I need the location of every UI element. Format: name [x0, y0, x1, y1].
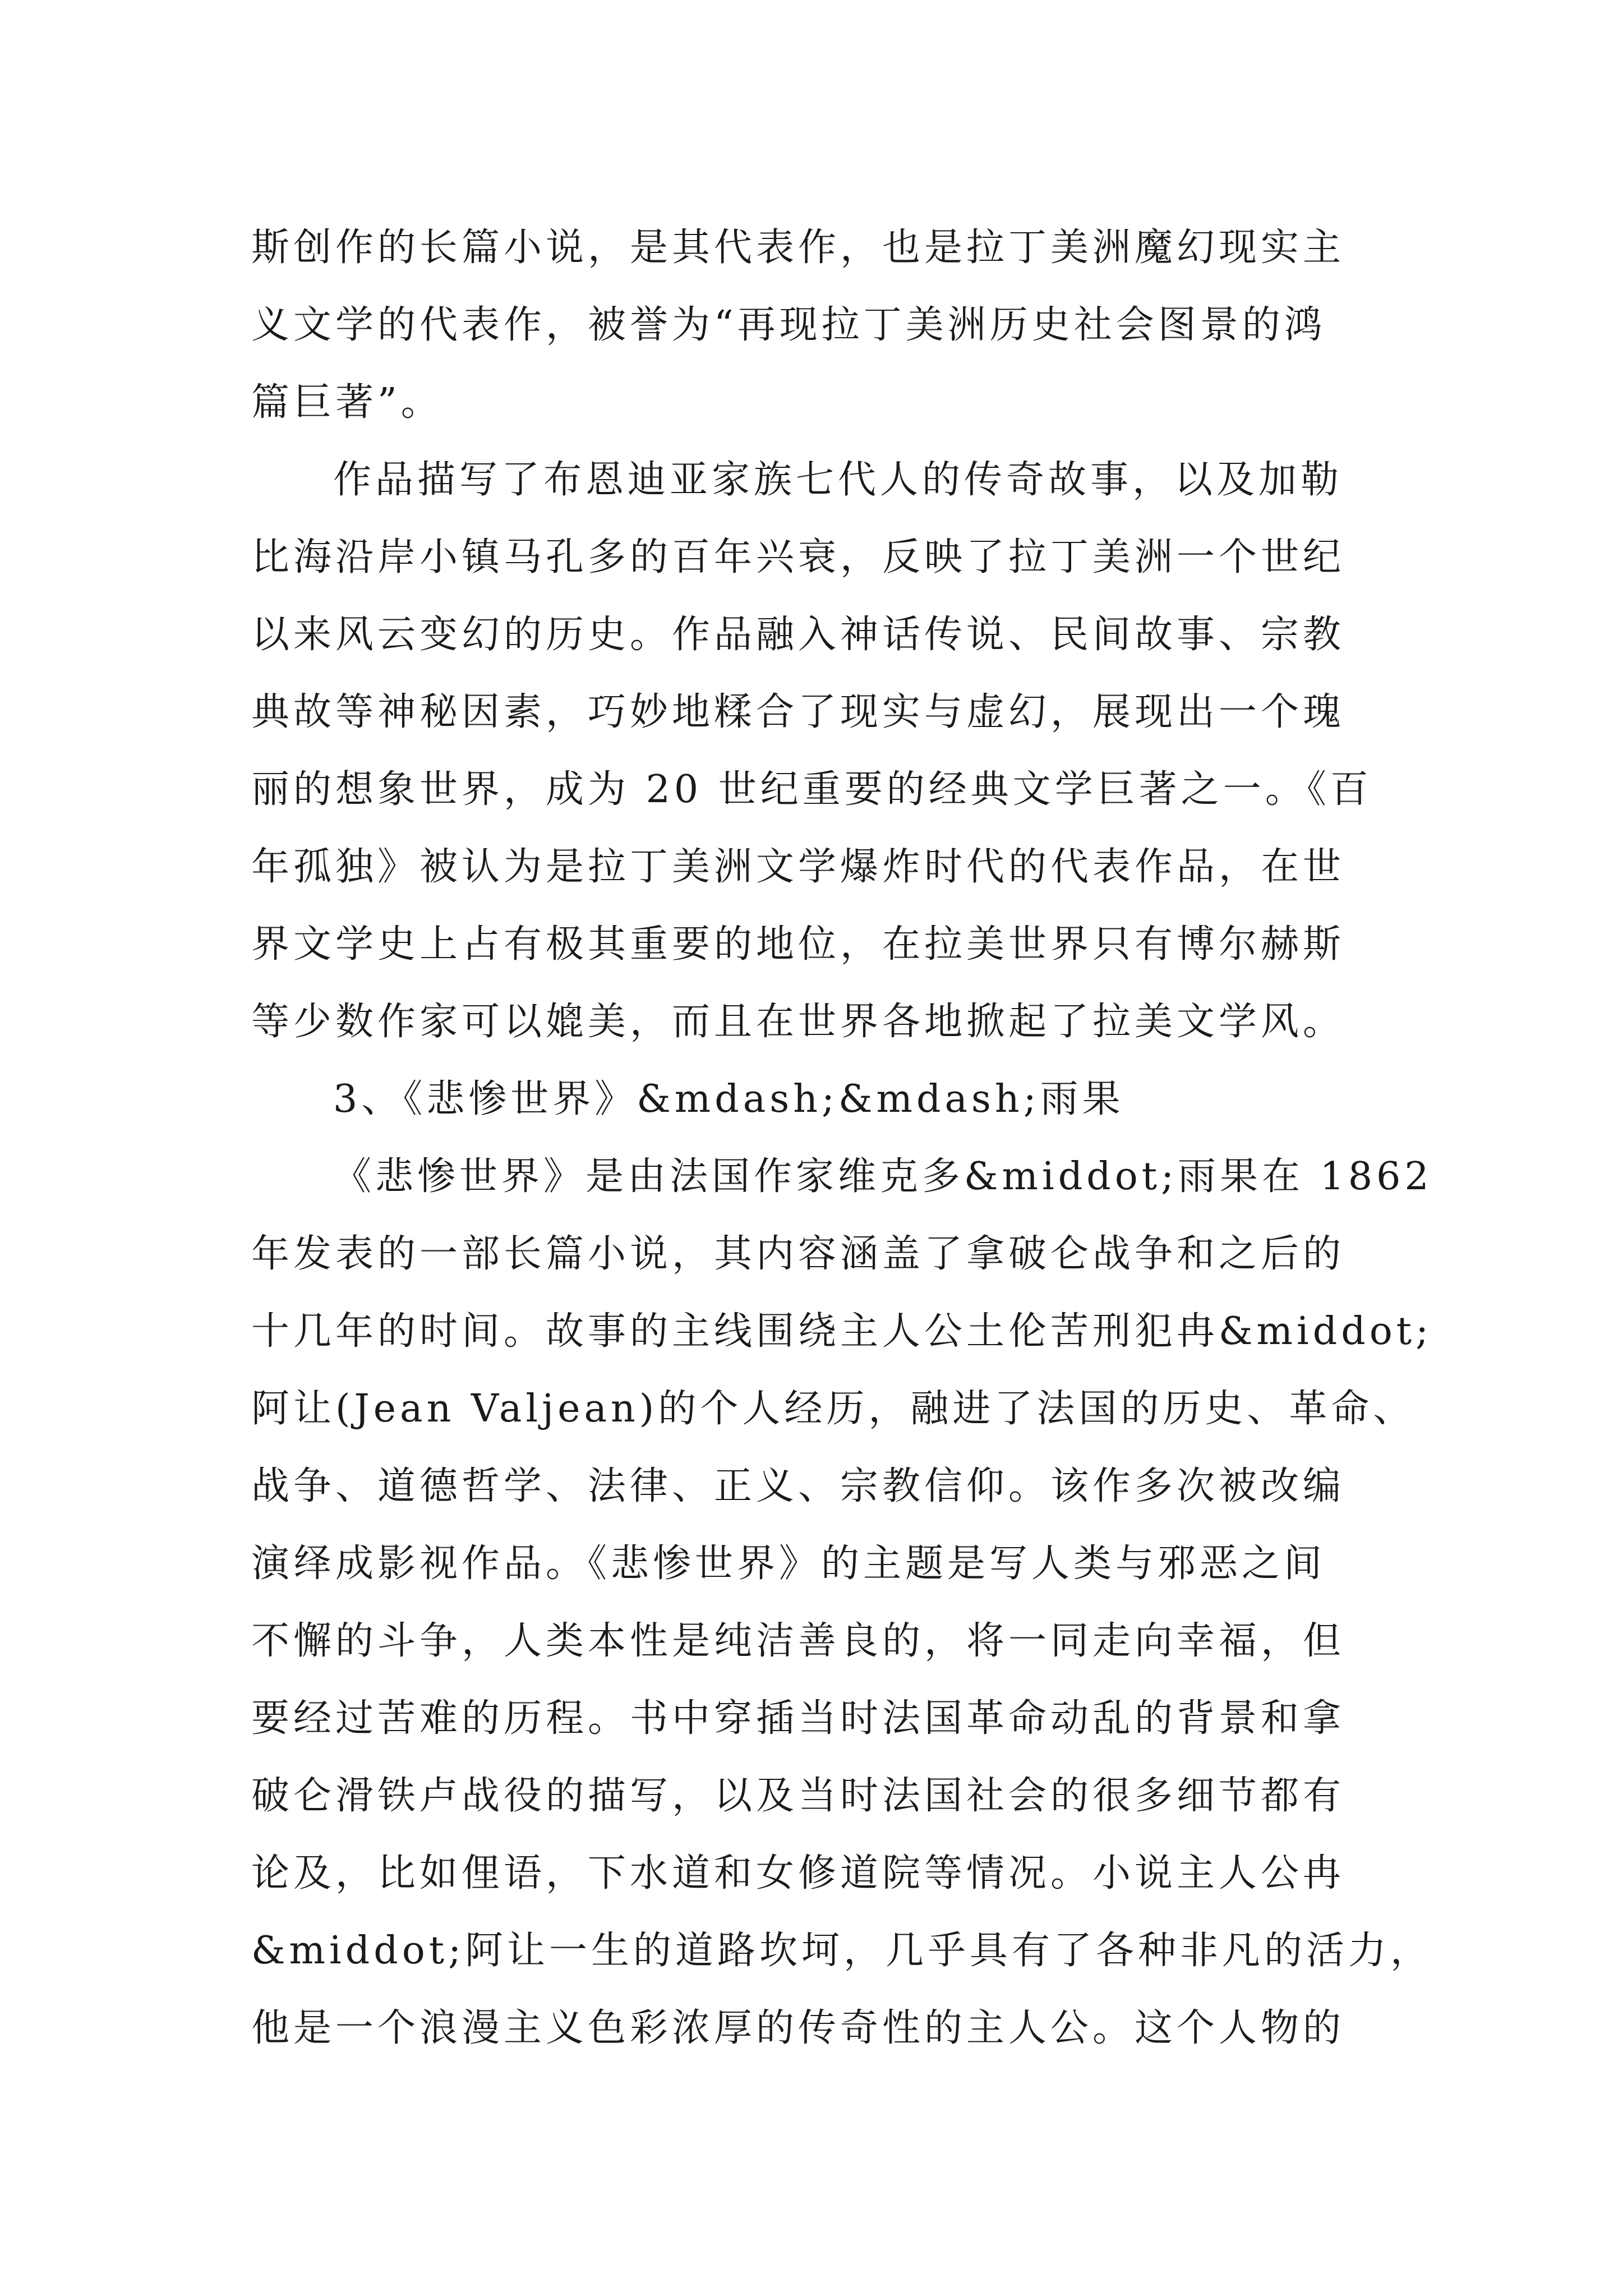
paragraph-3-line-7: 不懈的斗争，人类本性是纯洁善良的，将一同走向幸福，但 — [251, 1619, 1345, 1663]
paragraph-2-line-7: 界文学史上占有极其重要的地位，在拉美世界只有博尔赫斯 — [251, 922, 1345, 967]
paragraph-2-line-4: 典故等神秘因素，巧妙地糅合了现实与虚幻，展现出一个瑰 — [251, 690, 1345, 734]
paragraph-3-line-12: 他是一个浪漫主义色彩浓厚的传奇性的主人公。这个人物的 — [251, 2006, 1345, 2050]
paragraph-3-line-4: 阿让(Jean Valjean)的个人经历，融进了法国的历史、革命、 — [251, 1387, 1415, 1431]
paragraph-3-line-11: &middot;阿让一生的道路坎坷，几乎具有了各种非凡的活力， — [251, 1929, 1432, 1973]
paragraph-3-line-8: 要经过苦难的历程。书中穿插当时法国革命动乱的背景和拿 — [251, 1696, 1345, 1741]
paragraph-2-line-5: 丽的想象世界，成为 20 世纪重要的经典文学巨著之一。《百 — [251, 767, 1372, 812]
paragraph-2-line-8: 等少数作家可以媲美，而且在世界各地掀起了拉美文学风。 — [251, 1000, 1345, 1044]
paragraph-1-line-3: 篇巨著”。 — [251, 380, 443, 425]
section-heading: 3、《悲惨世界》&mdash;&mdash;雨果 — [333, 1077, 1124, 1121]
paragraph-3-line-5: 战争、道德哲学、法律、正义、宗教信仰。该作多次被改编 — [251, 1464, 1345, 1508]
paragraph-3-line-9: 破仑滑铁卢战役的描写，以及当时法国社会的很多细节都有 — [251, 1774, 1345, 1818]
paragraph-2-line-6: 年孤独》被认为是拉丁美洲文学爆炸时代的代表作品，在世 — [251, 845, 1345, 889]
paragraph-3-line-10: 论及，比如俚语，下水道和女修道院等情况。小说主人公冉 — [251, 1851, 1345, 1895]
paragraph-3-line-3: 十几年的时间。故事的主线围绕主人公土伦苦刑犯冉&middot; — [251, 1309, 1432, 1354]
paragraph-2-line-2: 比海沿岸小镇马孔多的百年兴衰，反映了拉丁美洲一个世纪 — [251, 535, 1345, 579]
paragraph-3-line-6: 演绎成影视作品。《悲惨世界》的主题是写人类与邪恶之间 — [251, 1542, 1326, 1586]
paragraph-2-line-1: 作品描写了布恩迪亚家族七代人的传奇故事，以及加勒 — [333, 458, 1343, 502]
paragraph-3-line-1: 《悲惨世界》是由法国作家维克多&middot;雨果在 1862 — [333, 1154, 1433, 1199]
paragraph-1-line-1: 斯创作的长篇小说，是其代表作，也是拉丁美洲魔幻现实主 — [251, 226, 1345, 270]
paragraph-1-line-2: 义文学的代表作，被誉为“再现拉丁美洲历史社会图景的鸿 — [251, 303, 1326, 347]
paragraph-2-line-3: 以来风云变幻的历史。作品融入神话传说、民间故事、宗教 — [251, 613, 1345, 657]
paragraph-3-line-2: 年发表的一部长篇小说，其内容涵盖了拿破仑战争和之后的 — [251, 1232, 1345, 1276]
